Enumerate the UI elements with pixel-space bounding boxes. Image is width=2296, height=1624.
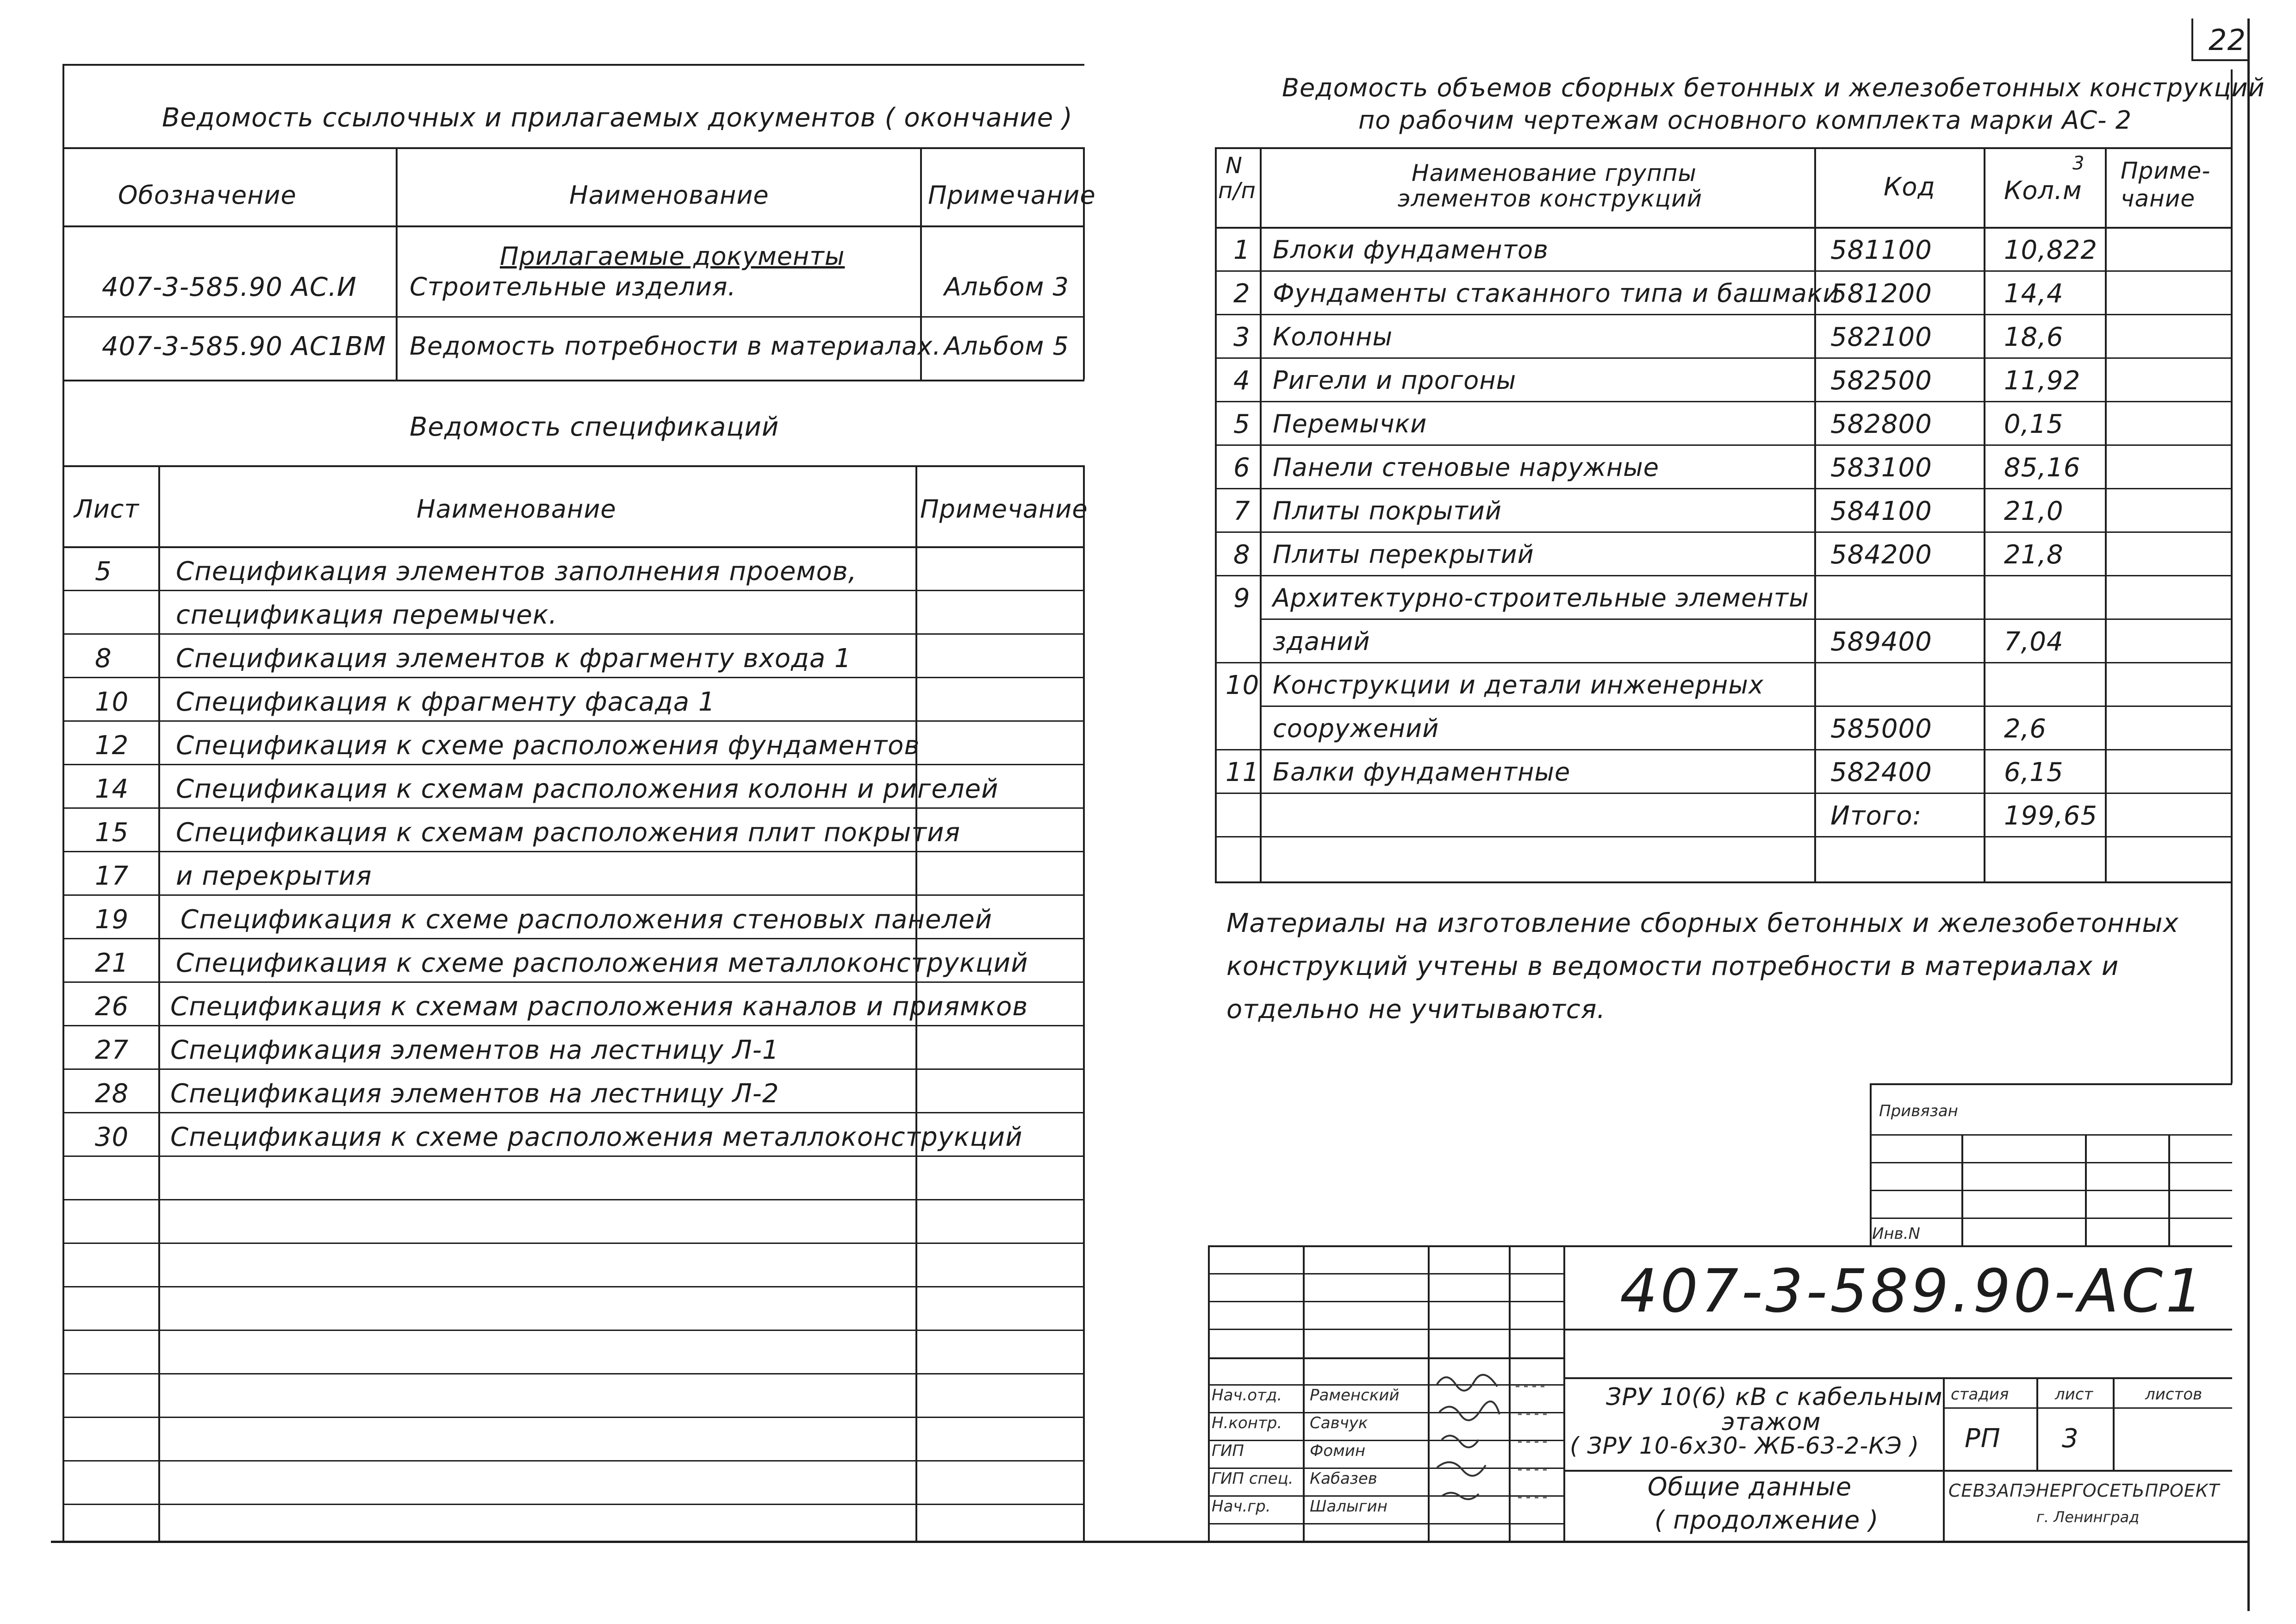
volumes-row-n: 4 bbox=[1233, 366, 1251, 396]
volumes-title-line2: по рабочим чертежам основного комплекта марки АС- 2 bbox=[1358, 106, 2132, 135]
volumes-col-line bbox=[1984, 147, 1985, 882]
spec-row-line bbox=[62, 851, 1084, 852]
sheet-value: 3 bbox=[2062, 1424, 2079, 1454]
spec-header-top bbox=[62, 465, 1084, 467]
spec-row-name: и перекрытия bbox=[176, 861, 372, 891]
spec-header-sheet: Лист bbox=[74, 494, 139, 524]
volumes-row-line bbox=[1215, 444, 2232, 446]
privyazan-left bbox=[1870, 1083, 1872, 1245]
volumes-row-code: 585000 bbox=[1830, 714, 1932, 744]
title-block-row bbox=[1208, 1495, 1563, 1497]
volumes-row-name: Блоки фундаментов bbox=[1273, 235, 1549, 264]
refs-row-code: 407-3-585.90 АС1ВМ bbox=[102, 331, 386, 362]
volumes-row-line bbox=[1215, 749, 2232, 750]
volumes-row-code: 581200 bbox=[1830, 279, 1932, 309]
volumes-header-top bbox=[1215, 147, 2232, 149]
volumes-row-n: 2 bbox=[1233, 279, 1251, 309]
privyazan-row bbox=[1870, 1190, 2232, 1191]
volumes-row-name: Архитектурно-строительные элементы bbox=[1273, 583, 1809, 612]
spec-title: Ведомость спецификаций bbox=[410, 412, 779, 442]
volumes-row-line bbox=[1260, 706, 2232, 707]
spec-row-name: Спецификация к фрагменту фасада 1 bbox=[176, 687, 716, 717]
privyazan-row bbox=[1870, 1218, 2232, 1219]
role-label: ГИП спец. bbox=[1212, 1469, 1294, 1488]
title-block-row bbox=[1208, 1329, 1563, 1330]
volumes-row-code: 589400 bbox=[1830, 627, 1932, 657]
volumes-row-n: 1 bbox=[1233, 235, 1251, 265]
spec-row-name: Спецификация к схемам расположения каналов и приямков bbox=[170, 992, 1028, 1022]
title-block-top bbox=[1208, 1245, 2232, 1247]
spec-row-name: Спецификация к схеме расположения фундаментов bbox=[176, 731, 920, 761]
right-inner-border bbox=[2231, 69, 2233, 1083]
volumes-row-name: Плиты покрытий bbox=[1273, 496, 1502, 525]
volumes-row-line bbox=[1215, 575, 2232, 576]
volumes-header-note-1: Приме- bbox=[2121, 157, 2211, 184]
materials-note-line: конструкций учтены в ведомости потребности в материалах и bbox=[1226, 951, 2119, 981]
volumes-row-line bbox=[1215, 314, 2232, 315]
title-block-row bbox=[1208, 1523, 1563, 1524]
title-block-row bbox=[1208, 1440, 1563, 1441]
volumes-row-line bbox=[1215, 662, 2232, 663]
organization-city: г. Ленинград bbox=[2036, 1508, 2140, 1526]
sheet-label: лист bbox=[2055, 1385, 2093, 1404]
sheets-label: листов bbox=[2145, 1385, 2203, 1404]
refs-header-top bbox=[62, 147, 1084, 149]
object-name-3: ( ЗРУ 10-6х30- ЖБ-63-2-КЭ ) bbox=[1570, 1432, 1920, 1459]
spec-row-line bbox=[62, 981, 1084, 983]
spec-row-name: Спецификация элементов на лестницу Л-1 bbox=[170, 1035, 779, 1065]
spec-col-line-1 bbox=[158, 465, 160, 1541]
title-block-row bbox=[1208, 1412, 1563, 1413]
volumes-row-name: Панели стеновые наружные bbox=[1273, 453, 1660, 482]
spec-header-bottom bbox=[62, 546, 1084, 548]
volumes-row-qty: 85,16 bbox=[2004, 453, 2081, 483]
spec-row-sheet: 14 bbox=[95, 774, 129, 804]
volumes-row-name: Балки фундаментные bbox=[1273, 757, 1571, 787]
spec-row-line bbox=[62, 633, 1084, 635]
stage-col bbox=[2113, 1377, 2115, 1470]
volumes-col-line bbox=[2105, 147, 2107, 882]
spec-row-line bbox=[62, 764, 1084, 765]
spec-row-name: Спецификация к схеме расположения металлоконструкций bbox=[170, 1122, 1023, 1152]
spec-row-name: Спецификация к схемам расположения колонн и ригелей bbox=[176, 774, 999, 804]
volumes-row-n: 10 bbox=[1226, 670, 1260, 700]
volumes-row-code: 582400 bbox=[1830, 757, 1932, 787]
person-name: Савчук bbox=[1310, 1414, 1368, 1432]
stage-label: стадия bbox=[1951, 1385, 2009, 1404]
spec-row-sheet: 30 bbox=[95, 1122, 129, 1152]
refs-header-note: Примечание bbox=[928, 181, 1096, 210]
volumes-header-qty-exponent: 3 bbox=[2072, 153, 2085, 174]
volumes-header-pp: п/п bbox=[1218, 178, 1256, 204]
spec-row-line bbox=[62, 720, 1084, 722]
spec-header-name: Наименование bbox=[417, 494, 616, 524]
spec-row-line bbox=[62, 807, 1084, 809]
volumes-row-line bbox=[1215, 836, 2232, 837]
volumes-row-n: 8 bbox=[1233, 540, 1251, 570]
volumes-row-qty: 6,15 bbox=[2004, 757, 2064, 787]
volumes-row-qty: 11,92 bbox=[2004, 366, 2081, 396]
spec-row-sheet: 19 bbox=[95, 905, 129, 935]
spec-row-line bbox=[62, 894, 1084, 896]
stage-header-line bbox=[1943, 1407, 2232, 1409]
volumes-row-code: 584200 bbox=[1830, 540, 1932, 570]
volumes-row-qty: 0,15 bbox=[2004, 409, 2064, 439]
volumes-row-code: 582500 bbox=[1830, 366, 1932, 396]
volumes-row-name: Перемычки bbox=[1273, 409, 1427, 438]
volumes-row-name: Колонны bbox=[1273, 322, 1393, 351]
volumes-row-name: зданий bbox=[1273, 627, 1370, 656]
spec-row-sheet: 26 bbox=[95, 992, 129, 1022]
spec-row-sheet: 8 bbox=[95, 643, 112, 674]
frame-bottom-border bbox=[51, 1541, 2247, 1543]
volumes-row-name: Фундаменты стаканного типа и башмаки bbox=[1273, 279, 1840, 308]
refs-row-note: Альбом 3 bbox=[944, 272, 1069, 301]
title-block-row bbox=[1208, 1273, 1563, 1274]
spec-row-name: Спецификация элементов к фрагменту входа 1 bbox=[176, 643, 852, 674]
object-area-bottom bbox=[1563, 1470, 2232, 1472]
volumes-row-line bbox=[1215, 793, 2232, 794]
volumes-row-qty: 10,822 bbox=[2004, 235, 2097, 265]
spec-col-line-3 bbox=[1083, 465, 1085, 1541]
volumes-row-qty: 2,6 bbox=[2004, 714, 2047, 744]
volumes-header-bottom bbox=[1215, 227, 2232, 229]
materials-note-line: Материалы на изготовление сборных бетонных и железобетонных bbox=[1226, 908, 2179, 938]
volumes-row-n: 5 bbox=[1233, 409, 1251, 439]
volumes-col-line bbox=[1260, 147, 1262, 882]
title-block-col bbox=[1563, 1245, 1565, 1541]
spec-row-sheet: 10 bbox=[95, 687, 129, 717]
refs-row-name: Ведомость потребности в материалах. bbox=[410, 331, 941, 361]
title-block-row bbox=[1208, 1468, 1563, 1469]
volumes-row-line bbox=[1260, 618, 2232, 620]
volumes-title-line1: Ведомость объемов сборных бетонных и железобетонных конструкций bbox=[1282, 73, 2265, 102]
sheet-number: 22 bbox=[2209, 23, 2246, 57]
volumes-bottom-line bbox=[1215, 881, 2232, 883]
title-block-row bbox=[1208, 1301, 1563, 1302]
title-block-row bbox=[1208, 1384, 1563, 1386]
frame-right-border bbox=[2247, 19, 2250, 1611]
role-label: ГИП bbox=[1212, 1442, 1244, 1460]
volumes-header-qty: Кол.м bbox=[2004, 176, 2082, 205]
spec-header-note: Примечание bbox=[920, 494, 1088, 524]
volumes-header-group-2: элементов конструкций bbox=[1398, 185, 1703, 212]
stage-area-left bbox=[1943, 1377, 1945, 1541]
spec-row-line bbox=[62, 1417, 1084, 1418]
volumes-row-code: 582100 bbox=[1830, 322, 1932, 352]
organization-name: СЕВЗАПЭНЕРГОСЕТЬПРОЕКТ bbox=[1948, 1480, 2220, 1501]
refs-top-line bbox=[62, 64, 1084, 66]
spec-row-line bbox=[62, 1243, 1084, 1244]
volumes-row-code: 581100 bbox=[1830, 235, 1932, 265]
spec-row-line bbox=[62, 1330, 1084, 1331]
spec-row-line bbox=[62, 1112, 1084, 1113]
person-name: Фомин bbox=[1310, 1442, 1366, 1460]
object-name-1: ЗРУ 10(6) кВ с кабельным bbox=[1606, 1383, 1943, 1411]
refs-row-name: Строительные изделия. bbox=[410, 272, 736, 301]
volumes-row-name: сооружений bbox=[1273, 714, 1439, 743]
spec-row-line bbox=[62, 1068, 1084, 1070]
volumes-row-qty: 14,4 bbox=[2004, 279, 2064, 309]
document-code: 407-3-589.90-АС1 bbox=[1620, 1257, 2206, 1326]
title-block-row bbox=[1208, 1357, 1563, 1359]
spec-row-line bbox=[62, 1025, 1084, 1026]
privyazan-row bbox=[1870, 1162, 2232, 1163]
refs-row-line bbox=[62, 316, 1084, 318]
volumes-header-note-2: чание bbox=[2121, 185, 2196, 212]
code-area-bottom bbox=[1563, 1329, 2232, 1330]
refs-row-note: Альбом 5 bbox=[944, 331, 1069, 361]
volumes-total-value: 199,65 bbox=[2004, 801, 2097, 831]
role-label: Н.контр. bbox=[1212, 1414, 1282, 1432]
volumes-row-line bbox=[1215, 357, 2232, 359]
volumes-row-n: 6 bbox=[1233, 453, 1251, 483]
spec-row-line bbox=[62, 677, 1084, 678]
refs-section-attached: Прилагаемые документы bbox=[500, 242, 845, 271]
spec-row-line bbox=[62, 590, 1084, 591]
volumes-row-qty: 7,04 bbox=[2004, 627, 2064, 657]
spec-row-sheet: 27 bbox=[95, 1035, 129, 1065]
volumes-row-name: Плиты перекрытий bbox=[1273, 540, 1534, 569]
signatures-image bbox=[1432, 1366, 1506, 1518]
volumes-header-n: N bbox=[1226, 153, 1243, 179]
volumes-row-n: 9 bbox=[1233, 583, 1251, 613]
volumes-row-n: 11 bbox=[1226, 757, 1260, 787]
sheet-title-2: ( продолжение ) bbox=[1655, 1505, 1879, 1535]
refs-row-code: 407-3-585.90 АС.И bbox=[102, 272, 357, 302]
volumes-row-name: Ригели и прогоны bbox=[1273, 366, 1517, 395]
role-label: Нач.гр. bbox=[1212, 1497, 1271, 1516]
spec-row-line bbox=[62, 1286, 1084, 1287]
person-name: Шалыгин bbox=[1310, 1497, 1388, 1516]
spec-row-line bbox=[62, 1199, 1084, 1200]
volumes-left-border bbox=[1215, 147, 1217, 882]
volumes-row-code: 584100 bbox=[1830, 496, 1932, 526]
spec-row-name: Спецификация к схеме расположения стеновых панелей bbox=[180, 905, 993, 935]
spec-row-name: Спецификация элементов на лестницу Л-2 bbox=[170, 1079, 779, 1109]
spec-row-line bbox=[62, 1373, 1084, 1374]
volumes-row-code: 582800 bbox=[1830, 409, 1932, 439]
inv-label: Инв.N bbox=[1872, 1224, 1920, 1243]
volumes-row-line bbox=[1215, 401, 2232, 402]
spec-row-name: Спецификация к схемам расположения плит покрытия bbox=[176, 818, 961, 848]
refs-title: Ведомость ссылочных и прилагаемых документов ( окончание ) bbox=[162, 103, 1073, 133]
spec-row-sheet: 21 bbox=[95, 948, 129, 978]
sheet-number-box-bottom bbox=[2191, 59, 2247, 61]
stage-value: РП bbox=[1965, 1424, 2001, 1454]
spec-row-sheet: 15 bbox=[95, 818, 129, 848]
volumes-row-name: Конструкции и детали инженерных bbox=[1273, 670, 1764, 700]
refs-header-designation: Обозначение bbox=[118, 181, 297, 210]
spec-row-line bbox=[62, 1460, 1084, 1462]
dates-image bbox=[1511, 1366, 1562, 1518]
volumes-row-qty: 21,0 bbox=[2004, 496, 2064, 526]
person-name: Кабазев bbox=[1310, 1469, 1377, 1488]
privyazan-label: Привязан bbox=[1879, 1102, 1958, 1120]
person-name: Раменский bbox=[1310, 1386, 1400, 1405]
object-name-2: этажом bbox=[1722, 1408, 1821, 1436]
volumes-row-code: 583100 bbox=[1830, 453, 1932, 483]
volumes-col-line bbox=[1814, 147, 1816, 882]
volumes-header-group-1: Наименование группы bbox=[1412, 160, 1697, 187]
spec-row-name: Спецификация элементов заполнения проемов, bbox=[176, 556, 857, 587]
spec-row-line bbox=[62, 938, 1084, 939]
volumes-row-line bbox=[1215, 270, 2232, 272]
sheet-title-1: Общие данные bbox=[1648, 1472, 1852, 1501]
sheet-number-box bbox=[2191, 19, 2193, 60]
volumes-row-line bbox=[1215, 488, 2232, 489]
privyazan-top bbox=[1870, 1083, 2232, 1085]
refs-bottom-line bbox=[62, 380, 1084, 381]
refs-header-name: Наименование bbox=[569, 181, 769, 210]
volumes-row-n: 7 bbox=[1233, 496, 1251, 526]
volumes-row-qty: 18,6 bbox=[2004, 322, 2064, 352]
volumes-total-label: Итого: bbox=[1830, 801, 1922, 831]
spec-row-sheet: 12 bbox=[95, 731, 129, 761]
spec-row-sheet: 17 bbox=[95, 861, 129, 891]
materials-note-line: отдельно не учитываются. bbox=[1226, 994, 1606, 1024]
volumes-header-code: Код bbox=[1884, 172, 1935, 201]
stage-col bbox=[2036, 1377, 2038, 1470]
volumes-row-line bbox=[1215, 531, 2232, 533]
left-column-border bbox=[62, 64, 64, 1541]
spec-row-line bbox=[62, 1504, 1084, 1505]
spec-row-sheet: 5 bbox=[95, 556, 112, 587]
spec-row-name: спецификация перемычек. bbox=[176, 600, 558, 630]
volumes-row-qty: 21,8 bbox=[2004, 540, 2064, 570]
spec-row-name: Спецификация к схеме расположения металлоконструкций bbox=[176, 948, 1028, 978]
refs-col-line-1 bbox=[396, 147, 398, 380]
role-label: Нач.отд. bbox=[1212, 1386, 1282, 1405]
privyazan-row bbox=[1870, 1134, 2232, 1136]
spec-row-line bbox=[62, 1156, 1084, 1157]
spec-row-sheet: 28 bbox=[95, 1079, 129, 1109]
object-area-line bbox=[1563, 1377, 2232, 1379]
volumes-row-n: 3 bbox=[1233, 322, 1251, 352]
refs-header-bottom bbox=[62, 225, 1084, 227]
